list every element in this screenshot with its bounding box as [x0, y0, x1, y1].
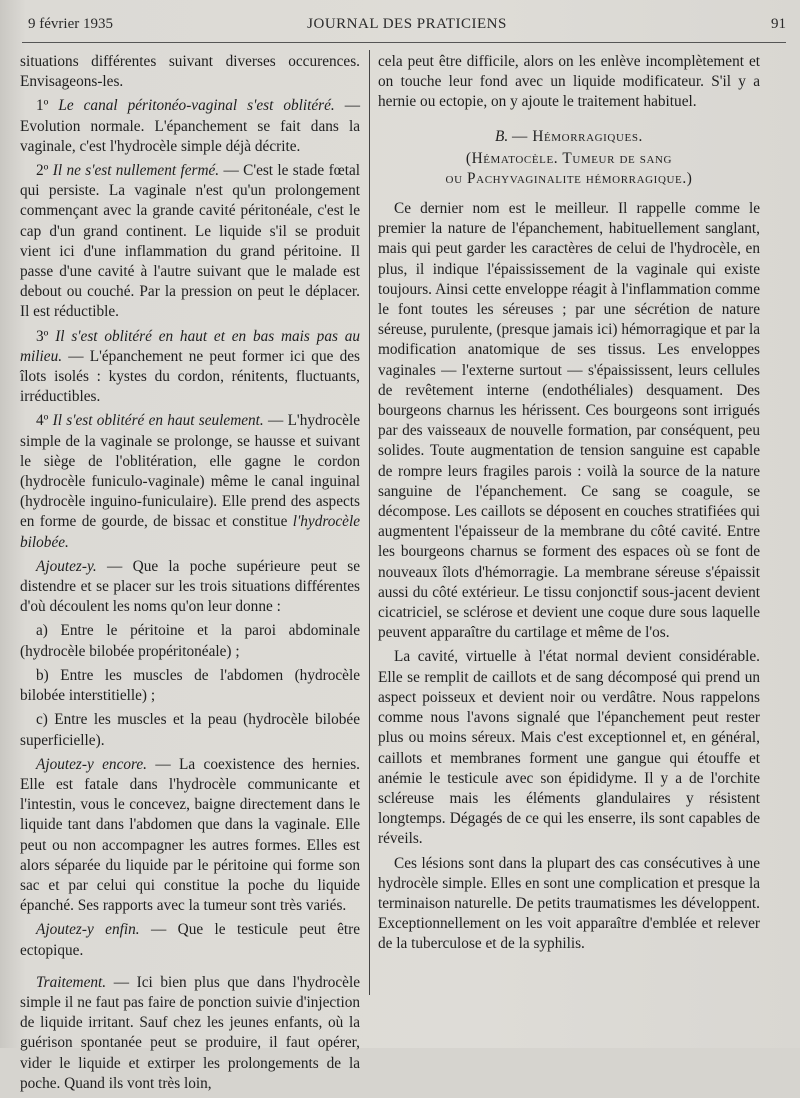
section-subtitle: ou Pachyvaginalite hémorragique.)	[445, 169, 693, 187]
paragraph: La cavité, virtuelle à l'état normal devient considérable. Elle se remplit de caillots et de sang décomposé qui prend un aspect poisseux et devient noir ou verdâtre. Nous rappelons comme nous l'avons signalé que l'épanchement peut rester plus ou moins séreux. Mais c'est exceptionnel et, en général, caillots et membranes forment une gangue qui étouffe et anémie le testicule avec son épididyme. Il y a de l'orchite scléreuse mais les éléments glandulaires y résistent longtemps. Dégagés de ce qui les enserre, ils sont capables de réveils.	[378, 648, 760, 848]
header-page-number: 91	[771, 16, 786, 32]
item-title: Il s'est oblitéré en haut et en bas mais pas au milieu.	[20, 327, 361, 365]
section-subtitle: (Hématocèle. Tumeur de sang	[465, 149, 673, 167]
running-header	[28, 16, 786, 40]
header-date: 9 février 1935	[28, 16, 113, 32]
paragraph	[20, 973, 360, 1094]
paragraph	[20, 755, 360, 917]
right-column	[378, 52, 760, 959]
header-rule	[22, 42, 786, 43]
item-title: Il s'est oblitéré en haut seulement.	[52, 412, 264, 430]
item-title: Il ne s'est nullement fermé.	[52, 162, 220, 180]
item-title: Traitement.	[36, 973, 107, 991]
paragraph: situations différentes suivant diverses occurences. Envisageons-les.	[20, 53, 360, 91]
item-tail: l'hydrocèle bilobée.	[20, 513, 360, 551]
item-number: 3º	[36, 327, 49, 345]
item-text: — Que la poche supérieure peut se distendre et se placer sur les trois situations différentes d'où découlent les noms qu'on leur donne :	[20, 557, 360, 616]
paragraph: Ce dernier nom est le meilleur. Il rappelle comme le premier la nature de l'épanchement, habituellement sanglant, mais qui peut garder les caractères de celui de l'hydrocèle, en plus, il indique l'épaississement de la vaginale qui existe toujours. Ainsi cette enveloppe réagit à l'inflammation comme le font toutes les séreuses ; par une sécrétion de nature séreuse, purulente, (presque jamais ici) hémorragique et par la modification anatomique de ses tissus. Les enveloppes vaginales — l'externe surtout — s'épaississent, leurs cellules de revêtement interne (endothéliales) desquament. Des bourgeons charnus les hérissent. Ces bourgeons sont irrigués par des vaisseaux de nouvelle formation, par conséquent, peu solides. Toute augmentation de tension sanguine est capable de rompre leurs fragiles parois : voilà la source de la nature sanguine de l'épanchement. Ce sang se coagule, se décompose. Les caillots se déposent en couches stratifiées qui augmentent l'épaisseur de la membrane du côté cavité. Entre les bourgeons charnus se forment des espaces où se font de nouveaux îlots d'hémorragie. La membrane séreuse s'épaissit aussi du côté extérieur. Le tissu conjonctif sous-jacent devient cicatriciel, se sclérose et devient une coque dure sous laquelle peuvent apparaître du cartilage et même de l'os.	[378, 200, 760, 642]
paragraph: cela peut être difficile, alors on les enlève incomplètement et on touche leur fond avec un liquide modificateur. S'il y a hernie ou ectopie, on y ajoute le traitement habituel.	[378, 53, 760, 111]
item-text: — Ici bien plus que dans l'hydrocèle simple il ne faut pas faire de ponction suivie d'injection de liquide irritant. Sauf chez les jeunes enfants, où la guérison spontanée peut se produire, il faut opérer, vider le liquide et extirper les prolongements de la poche. Quand ils vont très loin,	[20, 973, 360, 1092]
item-text: — La coexistence des hernies. Elle est fatale dans l'hydrocèle communicante et l'intestin, vous le concevez, baigne directement dans le liquide tant dans l'abdomen que dans la vaginale. Elle peut ou non accompagner les autres formes. Elles est alors séparée du liquide par le péritoine qui forme son sac et par celui qui constitue la poche du liquide épanché. Ses rapports avec la tumeur sont très variés.	[20, 755, 360, 915]
paragraph	[20, 557, 360, 618]
column-divider	[369, 50, 370, 995]
paragraph	[20, 327, 360, 408]
paragraph	[20, 96, 360, 157]
item-text: — C'est le stade fœtal qui persiste. La vaginale n'est qu'un prolongement commençant avec la grande cavité péritonéale, c'est le cap d'un grand continent. Le liquide s'il se produit vient ici d'une inflammation du grand péritoine. Il passe d'une cavité à l'autre suivant que le malade est debout ou couché. Par la pression on peut le déplacer. Il est réductible.	[20, 162, 360, 321]
item-text: — L'hydrocèle simple de la vaginale se prolonge, se hausse et suivant le siège de l'oblitération, elle gagne le cordon (hydrocèle funiculo-vaginale) même le canal inguinal (hydrocèle inguino-funiculaire). Elle prend des aspects en forme de gourde, de bissac et constitue	[20, 412, 360, 531]
section-letter: B.	[495, 127, 509, 145]
item-number: 2º	[36, 162, 49, 180]
paragraph	[20, 411, 360, 552]
paragraph: Ces lésions sont dans la plupart des cas consécutives à une hydrocèle simple. Elles en sont une complication et presque la terminaison naturelle. De petits traumatismes les développent. Exceptionnellement on les voit apparaître d'emblée et relever de la tuberculose et de la syphilis.	[378, 854, 760, 953]
section-title: — Hémorragiques.	[512, 127, 643, 145]
item-number: 4º	[36, 412, 49, 430]
item-title: Ajoutez-y encore.	[36, 755, 148, 773]
item-title: Ajoutez-y.	[36, 557, 97, 575]
paragraph	[20, 920, 360, 960]
list-item: b) Entre les muscles de l'abdomen (hydrocèle bilobée interstitielle) ;	[20, 666, 360, 705]
item-number: 1º	[36, 97, 49, 115]
item-text: — Que le testicule peut être ectopique.	[20, 921, 360, 959]
list-item: a) Entre le péritoine et la paroi abdominale (hydrocèle bilobée propéritonéale) ;	[20, 622, 360, 660]
item-text: — Evolution normale. L'épanchement se fait dans la vaginale, c'est l'hydrocèle simple déjà décrite.	[20, 97, 360, 155]
header-journal-title: JOURNAL DES PRATICIENS	[307, 16, 507, 32]
item-title: Ajoutez-y enfin.	[36, 921, 140, 939]
list-item: c) Entre les muscles et la peau (hydrocèle bilobée superficielle).	[20, 711, 360, 749]
section-heading	[378, 127, 760, 147]
paragraph	[20, 161, 360, 323]
left-column	[20, 52, 360, 1098]
item-text: — L'épanchement ne peut former ici que des îlots isolés : kystes du cordon, rénitents, fluctuants, irréductibles.	[20, 347, 360, 406]
item-title: Le canal péritonéo-vaginal s'est oblitéré.	[58, 97, 335, 115]
